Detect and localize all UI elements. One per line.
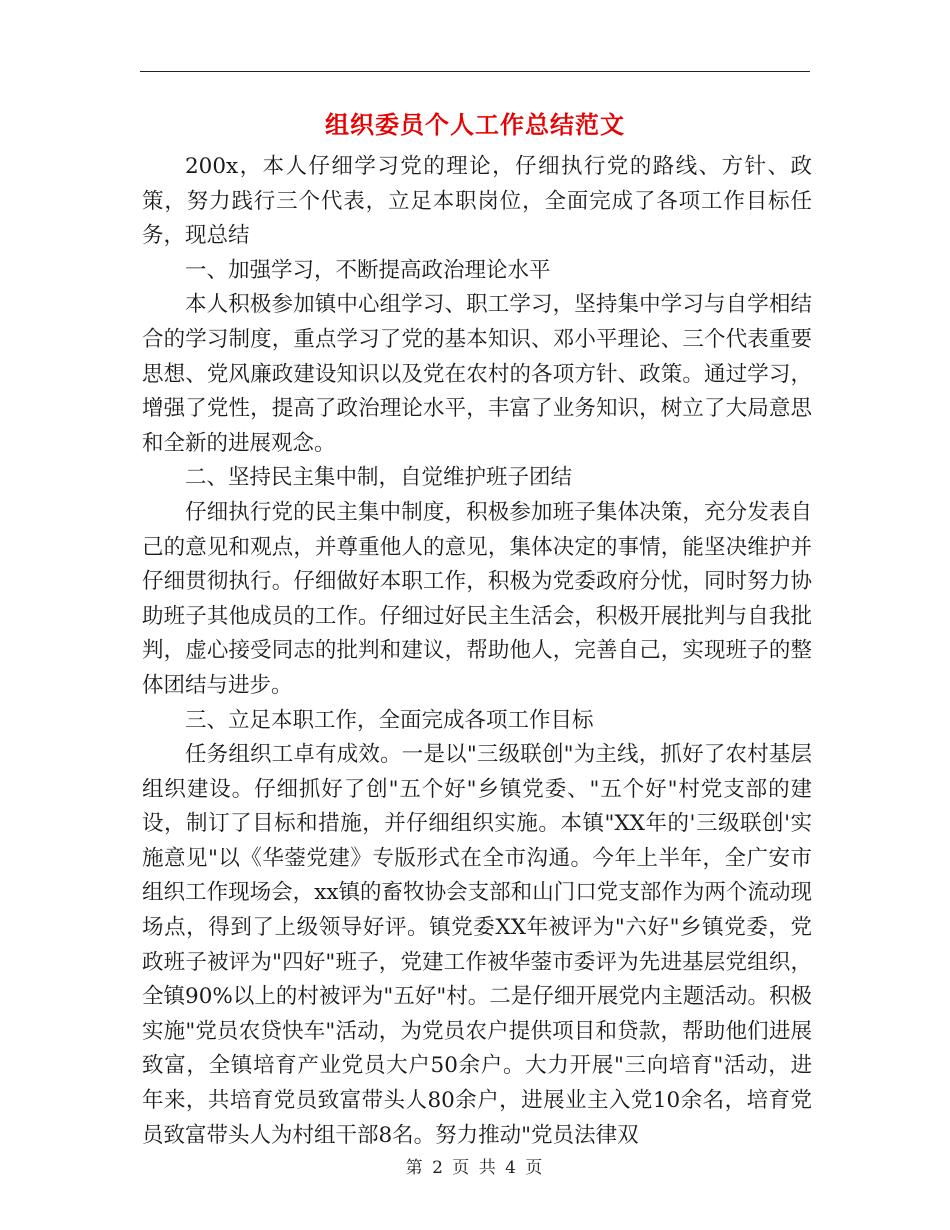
intro-paragraph: 200x，本人仔细学习党的理论，仔细执行党的路线、方针、政策，努力践行三个代表，立足本职岗位，全面完成了各项工作目标任务，现总结 [142,154,812,249]
page-number-footer: 第 2 页 共 4 页 [405,1158,545,1178]
body-paragraph: 任务组织工卓有成效。一是以"三级联创"为主线，抓好了农村基层组织建设。仔细抓好了创"五个好"乡镇党委、"五个好"村党支部的建设，制订了目标和措施，并仔细组织实施。本镇"XX年的'三级联创'实施意见"以《华蓥党建》专版形式在全市沟通。今年上半年，全广安市组织工作现场会，xx镇的畜牧协会支部和山门口党支部作为两个流动现场点，得到了上级领导好评。镇党委XX年被评为"六好"乡镇党委，党政班子被评为"四好"班子，党建工作被华蓥市委评为先进基层党组织，全镇90%以上的村被评为"五好"村。二是仔细开展党内主题活动。积极实施"党员农贷快车"活动，为党员农户提供项目和贷款，帮助他们进展致富，全镇培育产业党员大户50余户。大力开展"三向培育"活动，进年来，共培育党员致富带头人80余户，进展业主入党10余名，培育党员致富带头人为村组干部8名。努力推动"党员法律双 [142,742,812,1148]
body-paragraph: 仔细执行党的民主集中制度，积极参加班子集体决策，充分发表自己的意见和观点，并尊重他人的意见，集体决定的事情，能坚决维护并仔细贯彻执行。仔细做好本职工作，积极为党委政府分忧，同时努力协助班子其他成员的工作。仔细过好民主生活会，积极开展批判与自我批判，虚心接受同志的批判和建议，帮助他人，完善自己，实现班子的整体团结与进步。 [142,499,812,698]
body-paragraph: 本人积极参加镇中心组学习、职工学习，坚持集中学习与自学相结合的学习制度，重点学习了党的基本知识、邓小平理论、三个代表重要思想、党风廉政建设知识以及党在农村的各项方针、政策。通过学习，增强了党性，提高了政治理论水平，丰富了业务知识，树立了大局意思和全新的进展观念。 [142,292,812,456]
document-body [142,150,812,1153]
header-rule [140,71,810,72]
section-heading-3: 三、立足本职工作，全面完成各项工作目标 [185,707,594,733]
document-title: 组织委员个人工作总结范文 [325,111,625,139]
section-heading-2: 二、坚持民主集中制，自觉维护班子团结 [185,465,573,491]
section-heading-1: 一、加强学习，不断提高政治理论水平 [185,257,551,283]
